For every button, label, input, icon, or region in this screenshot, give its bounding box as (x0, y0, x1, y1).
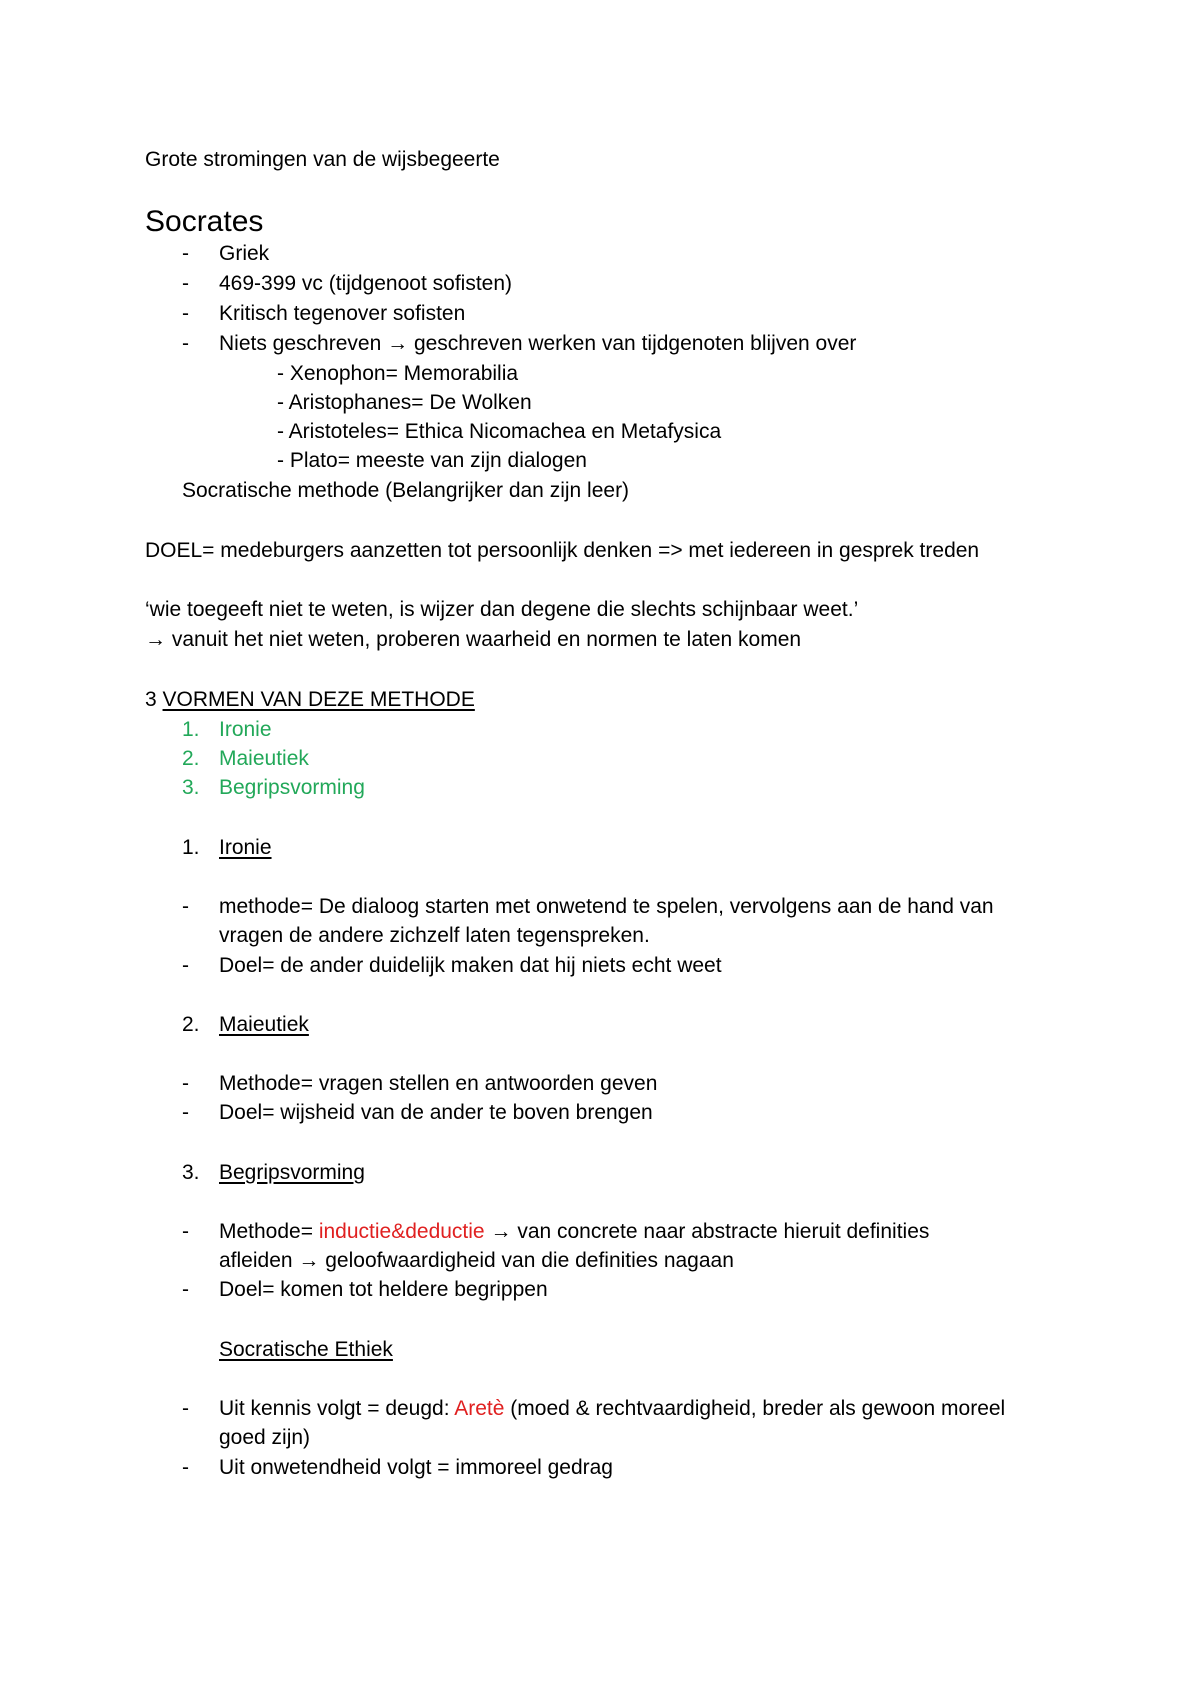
bullet-item: - Doel= de ander duidelijk maken dat hij niets echt weet (182, 952, 722, 980)
arrow-right-icon: → (298, 1249, 320, 1272)
arrow-right-icon: → (490, 1220, 512, 1243)
forms-list-item: 3. Begripsvorming (182, 776, 365, 799)
bullet-dash: - (182, 1101, 189, 1124)
bullet-dash: - (182, 1278, 189, 1301)
sub-bullet-item: - Xenophon= Memorabilia (277, 362, 519, 385)
bullet-item: - methode= De dialoog starten met onwetend te spelen, vervolgens aan de hand van (182, 893, 994, 921)
sub-bullet-item: - Plato= meeste van zijn dialogen (277, 449, 587, 472)
bullet-dash: - (182, 1072, 189, 1095)
bullet-dash: - (182, 242, 189, 265)
doel-line: DOEL= medeburgers aanzetten tot persoonlijk denken => met iedereen in gesprek treden (145, 539, 980, 562)
document-title: Grote stromingen van de wijsbegeerte (145, 148, 500, 171)
subheading-ethiek: Socratische Ethiek (219, 1338, 393, 1361)
quote-line: ‘wie toegeeft niet te weten, is wijzer dan degene die slechts schijnbaar weet.’ (145, 598, 859, 621)
bullet-item: - Griek (182, 240, 269, 268)
bullet-continuation: vragen de andere zichzelf laten tegenspreken. (219, 924, 650, 947)
sub-bullet-item: - Aristoteles= Ethica Nicomachea en Metafysica (277, 420, 722, 443)
bullet-continuation: afleiden → geloofwaardigheid van die definities nagaan (219, 1249, 734, 1272)
bullet-dash: - (182, 895, 189, 918)
bullet-item: - Uit kennis volgt = deugd: Aretè (moed & rechtvaardigheid, breder als gewoon moreel (182, 1395, 1005, 1423)
bullet-dash: - (182, 272, 189, 295)
sub-bullet-item: - Aristophanes= De Wolken (277, 391, 532, 414)
section-heading-socrates: Socrates (145, 205, 264, 238)
bullet-item: - Uit onwetendheid volgt = immoreel gedrag (182, 1454, 613, 1482)
quote-follow-line: → vanuit het niet weten, proberen waarheid en normen te laten komen (145, 628, 802, 651)
forms-list-item: 1. Ironie (182, 718, 272, 741)
arrow-right-icon: → (387, 332, 409, 355)
bullet-item: - Doel= komen tot heldere begrippen (182, 1276, 548, 1304)
method-line: Socratische methode (Belangrijker dan zijn leer) (182, 479, 630, 502)
subheading-begripsvorming: 3. Begripsvorming (182, 1161, 365, 1184)
bullet-item: - Niets geschreven → geschreven werken van tijdgenoten blijven over (182, 330, 856, 358)
bullet-dash: - (182, 1220, 189, 1243)
bullet-dash: - (182, 332, 189, 355)
forms-list-item: 2. Maieutiek (182, 747, 309, 770)
subheading-ironie: 1. Ironie (182, 836, 272, 859)
bullet-dash: - (182, 954, 189, 977)
bullet-item: - Kritisch tegenover sofisten (182, 300, 465, 328)
bullet-dash: - (182, 302, 189, 325)
subheading-maieutiek: 2. Maieutiek (182, 1013, 309, 1036)
bullet-dash: - (182, 1456, 189, 1479)
bullet-item: - Methode= inductie&deductie → van concrete naar abstracte hieruit definities (182, 1218, 929, 1246)
bullet-item: - Doel= wijsheid van de ander te boven brengen (182, 1099, 653, 1127)
bullet-item: - 469-399 vc (tijdgenoot sofisten) (182, 270, 512, 298)
bullet-dash: - (182, 1397, 189, 1420)
arrow-right-icon: → (145, 628, 166, 651)
bullet-item: - Methode= vragen stellen en antwoorden geven (182, 1070, 657, 1098)
bullet-continuation: goed zijn) (219, 1426, 311, 1449)
forms-heading: 3 VORMEN VAN DEZE METHODE (145, 688, 475, 711)
